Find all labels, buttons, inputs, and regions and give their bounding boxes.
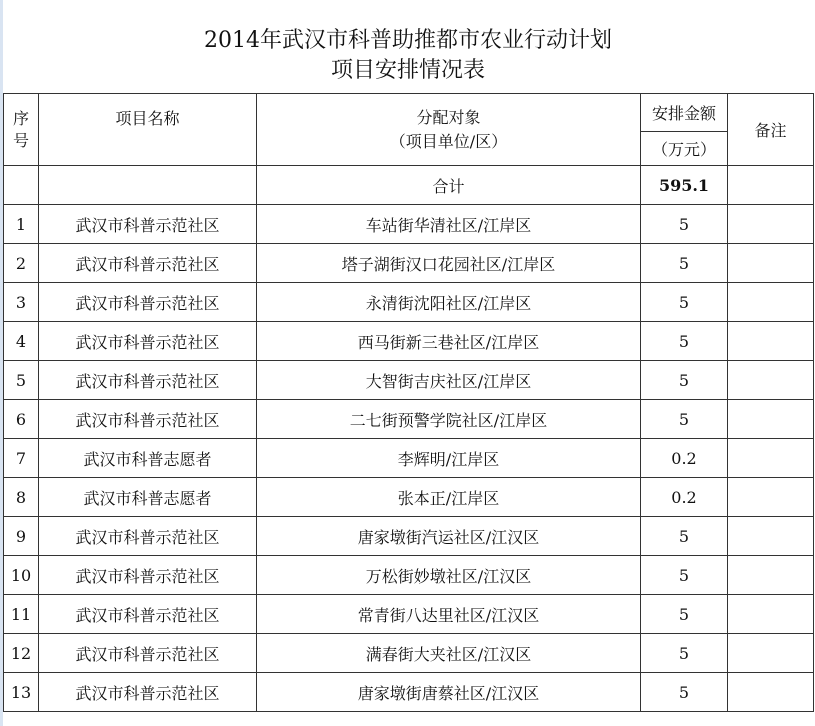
allocation-table (3, 93, 814, 712)
header-row (4, 94, 814, 132)
document-title (3, 3, 813, 91)
row-remark (728, 595, 814, 634)
row-seq: 2 (4, 244, 39, 283)
total-remark-cell (728, 166, 814, 205)
row-seq: 10 (4, 556, 39, 595)
row-seq: 6 (4, 400, 39, 439)
row-target: 唐家墩街汽运社区/江汉区 (257, 517, 641, 556)
title-line-1: 2014年武汉市科普助推都市农业行动计划 (204, 28, 612, 53)
row-target: 大智街吉庆社区/江岸区 (257, 361, 641, 400)
row-remark (728, 439, 814, 478)
row-seq: 13 (4, 673, 39, 712)
row-project-name: 武汉市科普示范社区 (39, 205, 257, 244)
total-row (4, 166, 814, 205)
total-label: 合计 (257, 166, 641, 205)
header-seq (4, 94, 39, 166)
row-amount: 5 (641, 400, 728, 439)
table-row (4, 283, 814, 322)
row-seq: 4 (4, 322, 39, 361)
row-target: 唐家墩街唐蔡社区/江汉区 (257, 673, 641, 712)
row-project-name: 武汉市科普示范社区 (39, 634, 257, 673)
row-amount: 5 (641, 595, 728, 634)
row-remark (728, 205, 814, 244)
header-seq-label: 序号 (12, 108, 29, 150)
row-remark (728, 556, 814, 595)
row-remark (728, 283, 814, 322)
row-amount: 0.2 (641, 478, 728, 517)
row-project-name: 武汉市科普示范社区 (39, 322, 257, 361)
header-target-line-2: （项目单位/区） (389, 131, 508, 151)
table-row (4, 634, 814, 673)
row-remark (728, 634, 814, 673)
row-amount: 5 (641, 673, 728, 712)
row-target: 常青街八达里社区/江汉区 (257, 595, 641, 634)
row-amount: 0.2 (641, 439, 728, 478)
row-target: 李辉明/江岸区 (257, 439, 641, 478)
row-remark (728, 361, 814, 400)
total-seq-cell (4, 166, 39, 205)
row-seq: 8 (4, 478, 39, 517)
table-row (4, 205, 814, 244)
row-seq: 3 (4, 283, 39, 322)
row-seq: 5 (4, 361, 39, 400)
row-project-name: 武汉市科普志愿者 (39, 439, 257, 478)
row-amount: 5 (641, 556, 728, 595)
table-row (4, 400, 814, 439)
row-remark (728, 478, 814, 517)
row-target: 塔子湖街汉口花园社区/江岸区 (257, 244, 641, 283)
row-project-name: 武汉市科普示范社区 (39, 400, 257, 439)
table-row (4, 673, 814, 712)
row-seq: 12 (4, 634, 39, 673)
row-project-name: 武汉市科普示范社区 (39, 244, 257, 283)
header-target-line-1: 分配对象 (416, 107, 481, 127)
row-target: 张本正/江岸区 (257, 478, 641, 517)
row-project-name: 武汉市科普示范社区 (39, 283, 257, 322)
row-project-name: 武汉市科普示范社区 (39, 673, 257, 712)
row-project-name: 武汉市科普示范社区 (39, 595, 257, 634)
header-project-name: 项目名称 (39, 94, 257, 166)
row-target: 二七街预警学院社区/江岸区 (257, 400, 641, 439)
row-seq: 11 (4, 595, 39, 634)
row-target: 万松街妙墩社区/江汉区 (257, 556, 641, 595)
row-seq: 7 (4, 439, 39, 478)
row-target: 西马街新三巷社区/江岸区 (257, 322, 641, 361)
header-amount: 安排金额 (641, 94, 728, 132)
row-seq: 1 (4, 205, 39, 244)
row-remark (728, 322, 814, 361)
row-amount: 5 (641, 244, 728, 283)
table-row (4, 478, 814, 517)
table-row (4, 595, 814, 634)
header-remark: 备注 (728, 94, 814, 166)
row-amount: 5 (641, 205, 728, 244)
total-name-cell (39, 166, 257, 205)
table-row (4, 322, 814, 361)
row-project-name: 武汉市科普示范社区 (39, 556, 257, 595)
row-amount: 5 (641, 517, 728, 556)
row-project-name: 武汉市科普示范社区 (39, 517, 257, 556)
total-amount: 595.1 (641, 166, 728, 205)
row-target: 车站街华清社区/江岸区 (257, 205, 641, 244)
title-line-2: 项目安排情况表 (330, 58, 485, 83)
row-amount: 5 (641, 283, 728, 322)
row-target: 永清街沈阳社区/江岸区 (257, 283, 641, 322)
row-remark (728, 400, 814, 439)
row-project-name: 武汉市科普示范社区 (39, 361, 257, 400)
row-remark (728, 244, 814, 283)
header-amount-unit: （万元） (641, 132, 728, 166)
table-row (4, 556, 814, 595)
table-row (4, 244, 814, 283)
table-row (4, 439, 814, 478)
row-remark (728, 673, 814, 712)
row-remark (728, 517, 814, 556)
row-amount: 5 (641, 634, 728, 673)
table-row (4, 517, 814, 556)
row-amount: 5 (641, 322, 728, 361)
row-project-name: 武汉市科普志愿者 (39, 478, 257, 517)
row-seq: 9 (4, 517, 39, 556)
header-target (257, 94, 641, 166)
table-row (4, 361, 814, 400)
row-target: 满春街大夹社区/江汉区 (257, 634, 641, 673)
row-amount: 5 (641, 361, 728, 400)
